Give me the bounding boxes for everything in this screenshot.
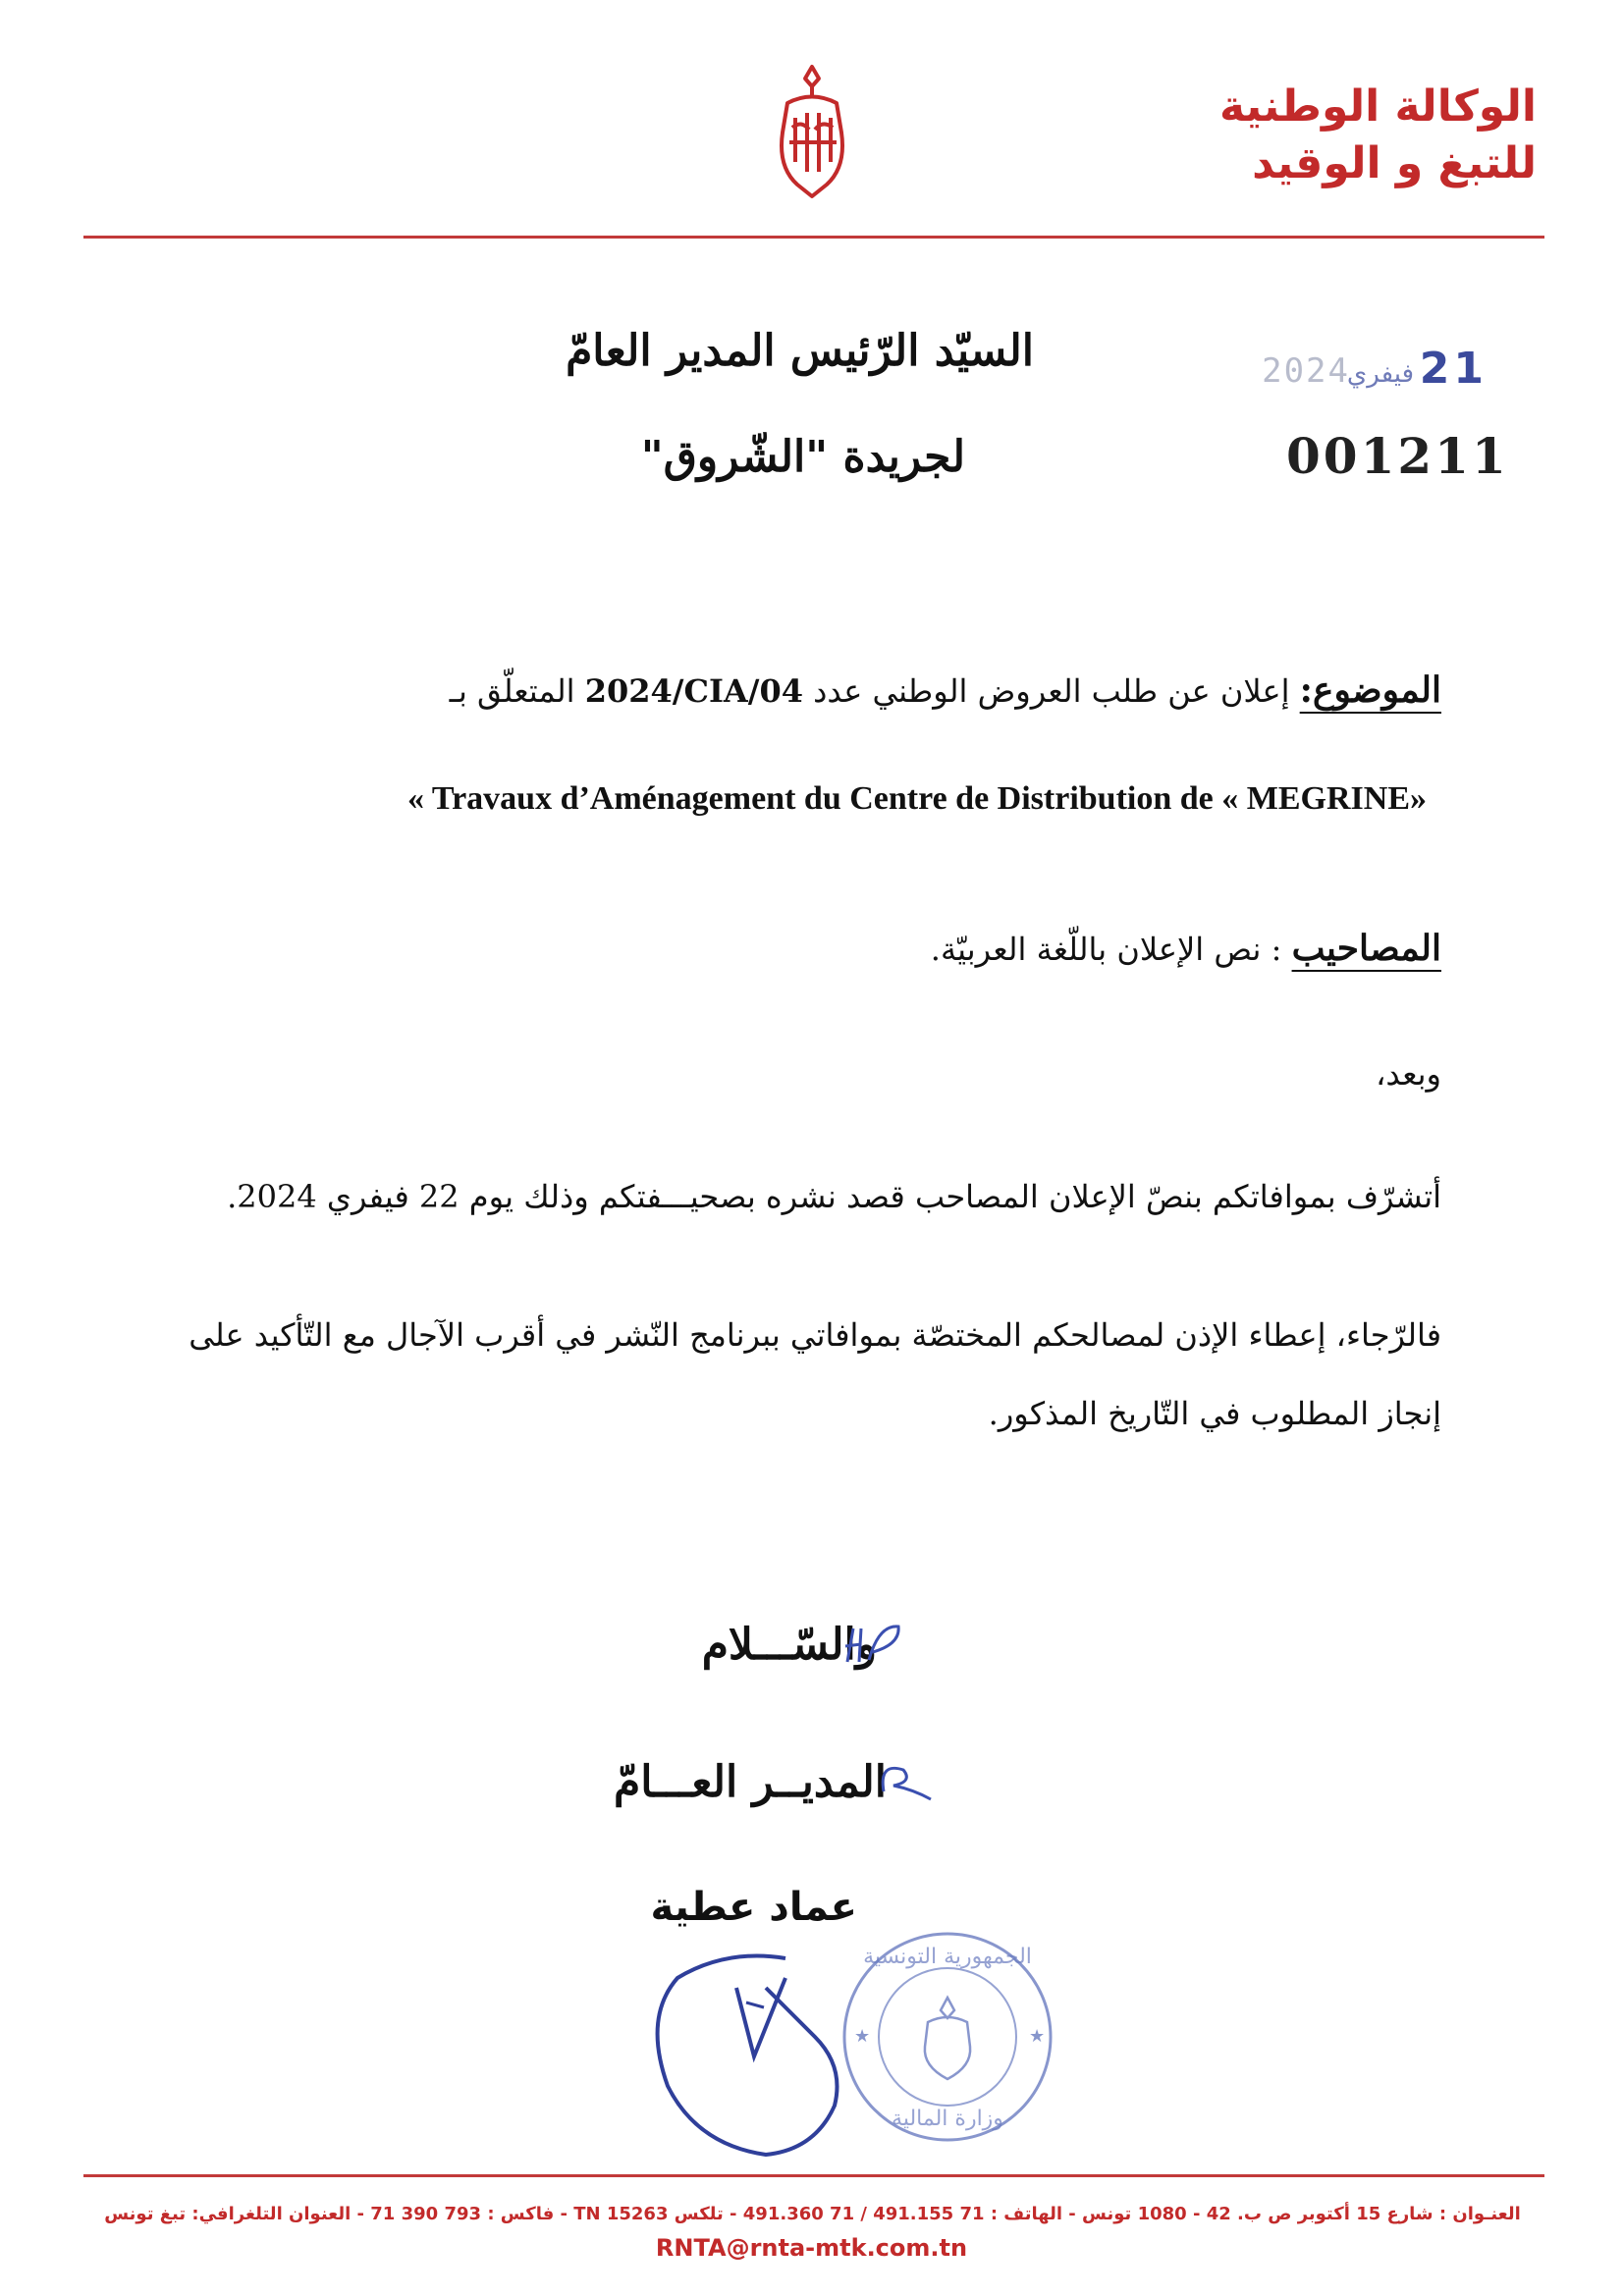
addressee-newspaper: لجريدة "الشّروق" [640, 432, 965, 482]
addressee-title: السيّد الرّئيس المدير العامّ [566, 326, 1034, 376]
greeting: وبعد، [1376, 1055, 1441, 1093]
attachments-line [165, 928, 1441, 969]
svg-text:★: ★ [854, 2026, 871, 2047]
subject-text-before: إعلان عن طلب العروض الوطني عدد [813, 672, 1290, 710]
stamp-month: فيفري [1346, 359, 1414, 389]
subject-text-after: المتعلّق بـ [449, 672, 575, 710]
seal-text-bottom: وزارة المالية [892, 2107, 1003, 2131]
organization-name [1124, 79, 1537, 192]
attachments-label: المصاحيب [1291, 928, 1441, 969]
body-paragraph-2: فالرّجاء، إعطاء الإذن لمصالحكم المختصّة بموافاتي ببرنامج النّشر في أقرب الآجال مع التّأكيد على إنجاز المطلوب في التّاريخ المذكور. [189, 1316, 1441, 1432]
stamp-day: 21 [1419, 344, 1488, 394]
received-date-stamp [1262, 344, 1507, 402]
body-paragraph-1: أتشرّف بموافاتكم بنصّ الإعلان المصاحب قصد نشره بصحيـــفتكم وذلك يوم 22 فيفري 2024. [227, 1178, 1441, 1215]
seal-text-top: الجمهورية التونسية [863, 1945, 1032, 1969]
signatory-name: عماد عطية [650, 1885, 857, 1930]
reference-number: 001211 [1286, 427, 1509, 485]
subject-french-title: « Travaux d’Aménagement du Centre de Distribution de « MEGRINE» [407, 780, 1427, 817]
subject-reference: 2024/CIA/04 [584, 672, 803, 710]
svg-text:★: ★ [1029, 2026, 1046, 2047]
organization-name-line1: الوكالة الوطنية [1218, 81, 1537, 132]
footer-address: العنـوان : شارع 15 أكتوبر ص ب. 42 - 1080 تونس - الهاتف : 71 491.155 / 71 491.360 - تلكس TN 15263 - فاكس : 793 390 71 - العنوان التلغرافي: تبغ تونس [104, 2204, 1521, 2224]
stamp-year: 2024 [1262, 351, 1350, 391]
header-divider [83, 236, 1544, 239]
closing-salutation: والسّـــلام [701, 1620, 877, 1670]
initials-mark-icon [874, 1752, 943, 1811]
official-seal-icon [835, 1924, 1060, 2150]
attachments-text: : نص الإعلان باللّغة العربيّة. [930, 931, 1282, 968]
organization-name-line2: للتبغ و الوقيد [1252, 138, 1537, 188]
subject-label: الموضوع: [1299, 669, 1441, 711]
subject-line [165, 669, 1441, 711]
initials-mark-icon [839, 1615, 908, 1674]
agency-logo-icon [758, 59, 866, 206]
signatory-title: المديــر العـــامّ [614, 1757, 887, 1807]
footer-divider [83, 2174, 1544, 2177]
footer-email: RNTA@rnta-mtk.com.tn [655, 2234, 968, 2262]
